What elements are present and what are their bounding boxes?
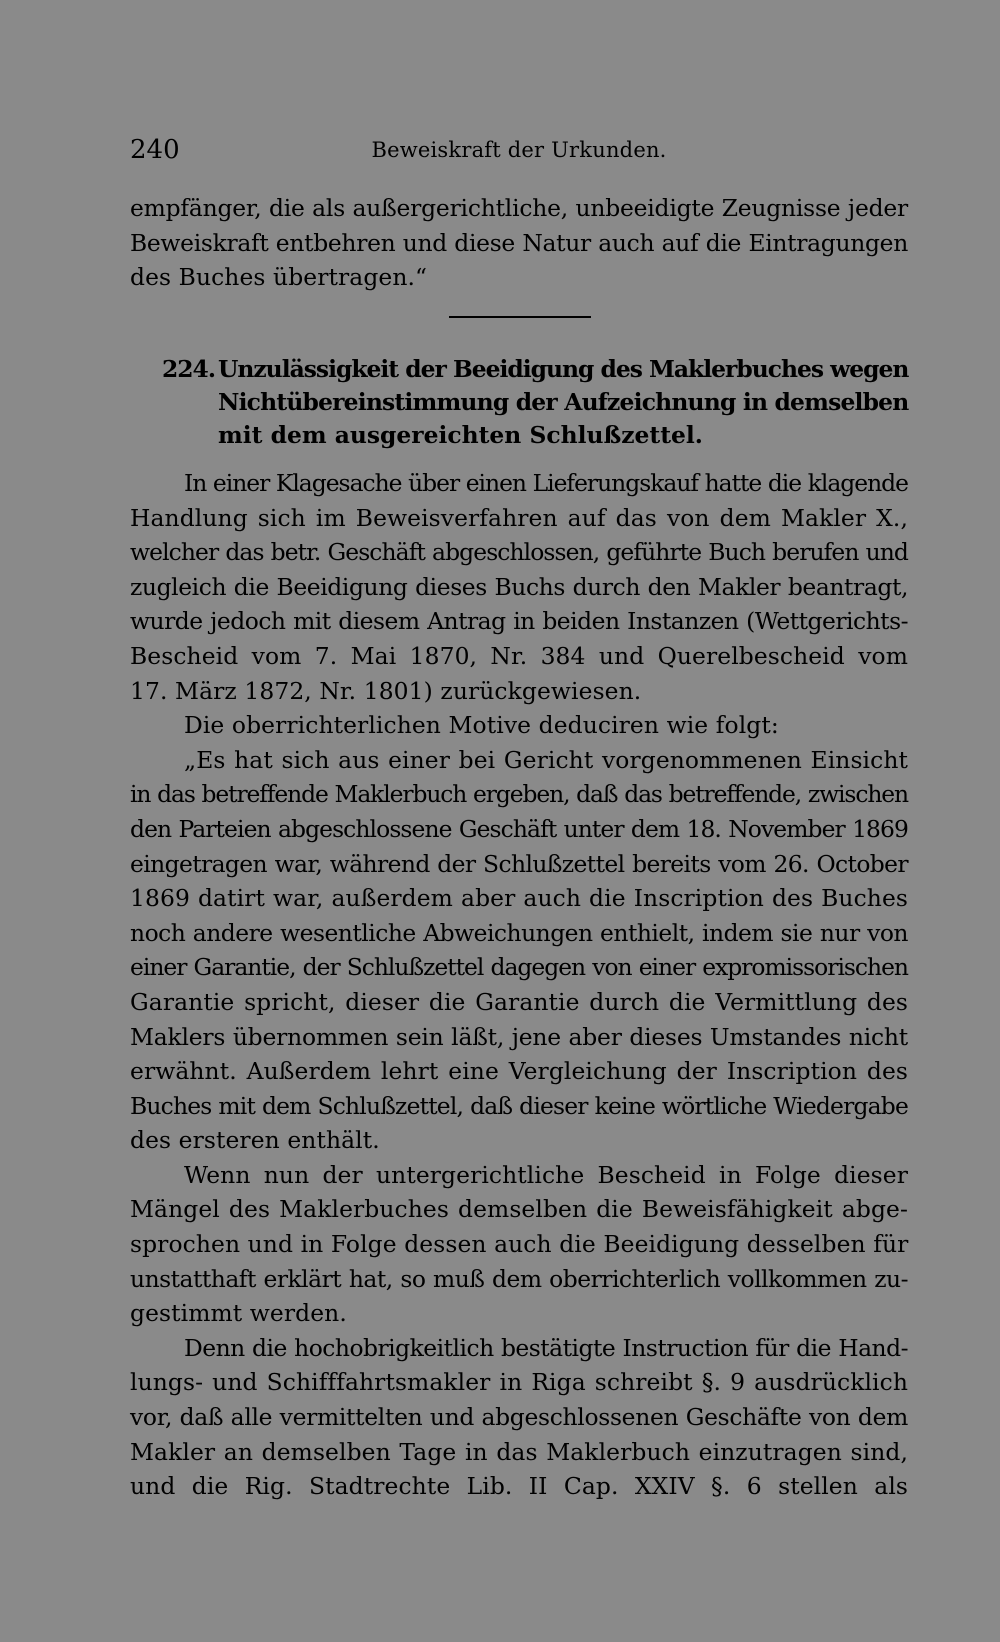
text-line: 17. März 1872, Nr. 1801) zurückgewiesen. [130, 676, 642, 705]
section-title-line: mit dem ausgereichten Schlußzettel. [218, 421, 703, 449]
running-head [130, 132, 908, 168]
section-heading-line [130, 353, 908, 386]
section-divider [449, 316, 591, 318]
running-title: Beweiskraft der Urkunden. [371, 138, 667, 162]
text-line: einer Garantie, der Schlußzettel dagegen von einer expromissorischen [130, 953, 908, 982]
text-line: In einer Klagesache über einen Lieferungskauf hatte die klagende [184, 469, 908, 497]
text-line: vor, daß alle vermittelten und abgeschlossenen Geschäfte von dem [130, 1403, 908, 1432]
text-line: Denn die hochobrigkeitlich bestätigte Instruction für die Hand- [184, 1333, 908, 1362]
text-line: den Parteien abgeschlossene Geschäft unter dem 18. November 1869 [130, 814, 908, 843]
text-line: Wenn nun der untergerichtliche Bescheid in Folge dieser [184, 1160, 908, 1189]
text-line: Die oberrichterlichen Motive deduciren wie folgt: [184, 711, 779, 740]
text-line: Bescheid vom 7. Mai 1870, Nr. 384 und Querelbescheid vom [130, 641, 908, 670]
section-title-line: Nichtübereinstimmung der Aufzeichnung in demselben [218, 388, 909, 416]
text-line: Buches mit dem Schlußzettel, daß dieser keine wörtliche Wiedergabe [130, 1091, 908, 1120]
text-line: in das betreffende Maklerbuch ergeben, daß das betreffende, zwischen [130, 780, 908, 809]
text-line: Beweiskraft entbehren und diese Natur auch auf die Eintragungen [130, 228, 908, 257]
paragraph [130, 708, 908, 743]
text-line: Handlung sich im Beweisverfahren auf das von dem Makler X., [130, 503, 908, 532]
text-line: eingetragen war, während der Schlußzettel bereits vom 26. October [130, 849, 908, 878]
quoted-paragraph [130, 743, 908, 1158]
text-line: 1869 datirt war, außerdem aber auch die Inscription des Buches [130, 884, 908, 913]
text-line: des Buches übertragen.“ [130, 263, 428, 292]
text-line: noch andere wesentliche Abweichungen enthielt, indem sie nur von [130, 918, 908, 947]
text-line: Makler an demselben Tage in das Maklerbuch einzutragen sind, [130, 1437, 908, 1466]
section-number: 224. [162, 355, 215, 383]
paragraph [130, 1331, 908, 1504]
text-line: sprochen und in Folge dessen auch die Beeidigung desselben für [130, 1230, 909, 1259]
text-line: wurde jedoch mit diesem Antrag in beiden Instanzen (Wettgerichts- [130, 607, 908, 636]
text-line: Mängel des Maklerbuches demselben die Beweisfähigkeit abge- [130, 1195, 908, 1224]
text-line: Maklers übernommen sein läßt, jene aber dieses Umstandes nicht [130, 1022, 908, 1051]
text-line: lungs- und Schifffahrtsmakler in Riga schreibt §. 9 ausdrücklich [130, 1368, 908, 1397]
text-line: gestimmt werden. [130, 1299, 347, 1328]
text-line: welcher das betr. Geschäft abgeschlossen, geführte Buch berufen und [130, 538, 908, 567]
page-number: 240 [130, 135, 180, 165]
text-line: und die Rig. Stadtrechte Lib. II Cap. XXIV §. 6 stellen als [130, 1472, 908, 1501]
paragraph [130, 466, 908, 708]
text-line: empfänger, die als außergerichtliche, unbeeidigte Zeugnisse jeder [130, 194, 908, 222]
main-text [130, 466, 908, 1504]
intro-paragraph [130, 191, 908, 295]
section-title-line: Unzulässigkeit der Beeidigung des Maklerbuches wegen [218, 355, 909, 383]
paragraph [130, 1158, 908, 1331]
text-line: „Es hat sich aus einer bei Gericht vorgenommenen Einsicht [184, 745, 908, 774]
text-line: des ersteren enthält. [130, 1126, 380, 1155]
text-line: erwähnt. Außerdem lehrt eine Vergleichung der Inscription des [130, 1057, 908, 1086]
text-line: Garantie spricht, dieser die Garantie durch die Vermittlung des [130, 987, 908, 1016]
section-heading [130, 353, 908, 452]
text-line: unstatthaft erklärt hat, so muß dem oberrichterlich vollkommen zu- [130, 1264, 908, 1293]
text-line: zugleich die Beeidigung dieses Buchs durch den Makler beantragt, [130, 572, 908, 601]
